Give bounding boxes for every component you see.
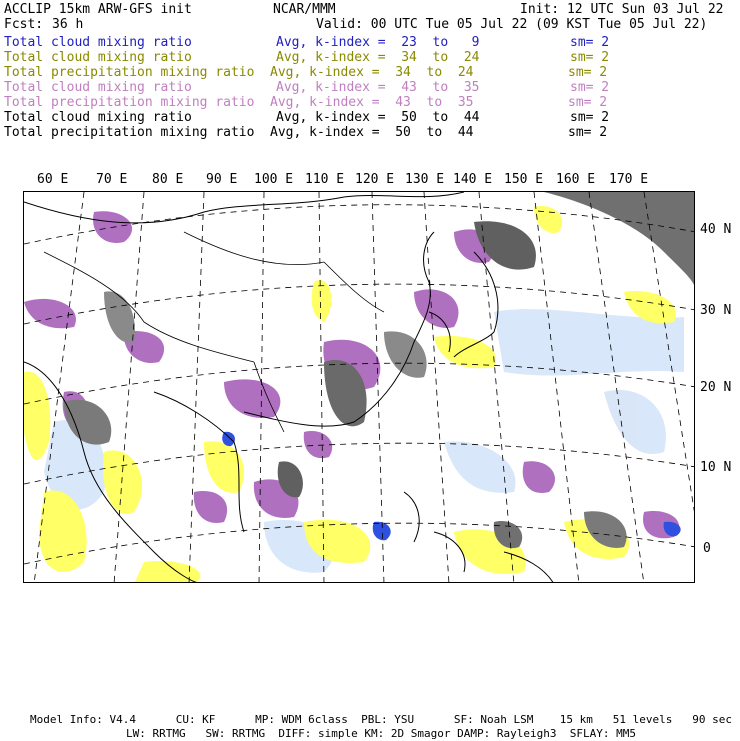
lon-label: 160 E xyxy=(556,172,596,187)
legend-field: Total cloud mixing ratio xyxy=(4,35,192,50)
legend-avg: Avg, k-index = 43 to 35 xyxy=(276,80,480,95)
legend-sm: sm= 2 xyxy=(570,80,610,95)
map-panel xyxy=(23,191,695,583)
lat-label: 40 N xyxy=(700,222,732,237)
legend-avg: Avg, k-index = 34 to 24 xyxy=(270,65,474,80)
legend-sm: sm= 2 xyxy=(568,65,608,80)
fcst-label: Fcst: xyxy=(4,17,44,32)
lon-label: 90 E xyxy=(206,172,238,187)
map-canvas xyxy=(24,192,695,583)
lon-label: 170 E xyxy=(609,172,649,187)
lon-label: 110 E xyxy=(305,172,345,187)
lon-label: 100 E xyxy=(254,172,294,187)
lon-label: 60 E xyxy=(37,172,69,187)
legend-avg: Avg, k-index = 50 to 44 xyxy=(276,110,480,125)
legend-avg: Avg, k-index = 43 to 35 xyxy=(270,95,474,110)
legend-sm: sm= 2 xyxy=(570,110,610,125)
lon-label: 130 E xyxy=(405,172,445,187)
lat-label: 20 N xyxy=(700,380,732,395)
lon-label: 150 E xyxy=(504,172,544,187)
model-info-line1: Model Info: V4.4 CU: KF MP: WDM 6class PBL: YSU SF: Noah LSM 15 km 51 levels 90 sec xyxy=(30,713,732,726)
valid-time: Valid: 00 UTC Tue 05 Jul 22 (09 KST Tue 05 Jul 22) xyxy=(316,17,708,32)
lon-label: 120 E xyxy=(355,172,395,187)
legend-field: Total cloud mixing ratio xyxy=(4,110,192,125)
lon-label: 70 E xyxy=(96,172,128,187)
legend-field: Total precipitation mixing ratio xyxy=(4,95,255,110)
lat-label: 0 xyxy=(703,541,711,556)
fcst-value: 36 h xyxy=(52,17,84,32)
lon-label: 80 E xyxy=(152,172,184,187)
legend-field: Total precipitation mixing ratio xyxy=(4,65,255,80)
legend-avg: Avg, k-index = 34 to 24 xyxy=(276,50,480,65)
legend-sm: sm= 2 xyxy=(568,95,608,110)
org-label: NCAR/MMM xyxy=(273,2,336,17)
lat-label: 30 N xyxy=(700,303,732,318)
model-title: ACCLIP 15km ARW-GFS init xyxy=(4,2,192,17)
legend-field: Total precipitation mixing ratio xyxy=(4,125,255,140)
legend-sm: sm= 2 xyxy=(570,50,610,65)
legend-field: Total cloud mixing ratio xyxy=(4,80,192,95)
lon-label: 140 E xyxy=(453,172,493,187)
legend-sm: sm= 2 xyxy=(568,125,608,140)
legend-avg: Avg, k-index = 50 to 44 xyxy=(270,125,474,140)
legend-sm: sm= 2 xyxy=(570,35,610,50)
init-time: Init: 12 UTC Sun 03 Jul 22 xyxy=(520,2,724,17)
legend-avg: Avg, k-index = 23 to 9 xyxy=(276,35,480,50)
model-info-line2: LW: RRTMG SW: RRTMG DIFF: simple KM: 2D Smagor DAMP: Rayleigh3 SFLAY: MM5 xyxy=(126,727,636,740)
lat-label: 10 N xyxy=(700,460,732,475)
legend-field: Total cloud mixing ratio xyxy=(4,50,192,65)
